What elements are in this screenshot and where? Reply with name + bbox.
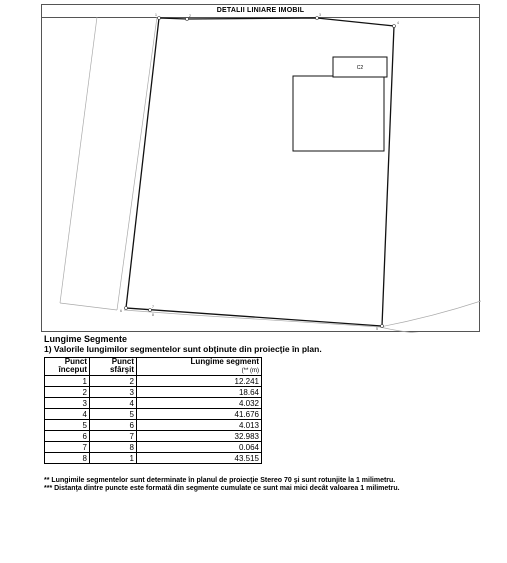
cell-length: 18.64 <box>137 387 262 398</box>
cell-start: 2 <box>45 387 90 398</box>
parcel-plan-drawing <box>42 5 481 333</box>
point-label: 8 <box>152 313 154 317</box>
point-label: 3 <box>319 13 321 17</box>
point-label: 1 <box>155 13 157 17</box>
frame-title: DETALII LINIARE IMOBIL <box>42 5 479 18</box>
cell-end: 6 <box>90 420 137 431</box>
cell-length: 4.013 <box>137 420 262 431</box>
cell-start: 6 <box>45 431 90 442</box>
cell-length: 4.032 <box>137 398 262 409</box>
cell-end: 3 <box>90 387 137 398</box>
cell-end: 2 <box>90 376 137 387</box>
building-c2-label: C2 <box>356 65 364 71</box>
point-label: 7 <box>152 305 154 309</box>
table-header-row <box>45 358 262 376</box>
cell-end: 1 <box>90 453 137 464</box>
table-row <box>45 387 262 398</box>
cell-start: 1 <box>45 376 90 387</box>
plan-frame <box>41 4 480 332</box>
cell-length: 0.064 <box>137 442 262 453</box>
cell-end: 7 <box>90 431 137 442</box>
segments-table <box>44 357 262 464</box>
cell-start: 4 <box>45 409 90 420</box>
header-end-point: Punct sfârşit <box>90 358 137 376</box>
table-row <box>45 398 262 409</box>
footnotes <box>44 477 400 493</box>
cell-length: 43.515 <box>137 453 262 464</box>
cell-end: 8 <box>90 442 137 453</box>
cell-length: 32.983 <box>137 431 262 442</box>
segments-table-body <box>45 376 262 464</box>
cell-start: 7 <box>45 442 90 453</box>
segments-subtitle: 1) Valorile lungimilor segmentelor sunt obţinute din proiecţie în plan. <box>44 344 322 354</box>
table-row <box>45 420 262 431</box>
point-label: 4 <box>397 21 399 25</box>
cell-length: 12.241 <box>137 376 262 387</box>
neighbour-lines <box>124 301 481 333</box>
footnote-rounding: ** Lungimile segmentelor sunt determinate în planul de proiecţie Stereo 70 şi sunt rotunjite la 1 milimetru. <box>44 477 396 484</box>
header-length-unit: (** (m) <box>241 368 259 374</box>
cell-start: 8 <box>45 453 90 464</box>
point-label: 5 <box>376 327 378 331</box>
header-length <box>137 358 262 376</box>
cell-start: 5 <box>45 420 90 431</box>
building-c1 <box>293 76 384 151</box>
header-start-point: Punct început <box>45 358 90 376</box>
cell-end: 5 <box>90 409 137 420</box>
segments-title: Lungime Segmente <box>44 334 128 344</box>
point-label: 2 <box>189 14 191 18</box>
footnote-distance: *** Distanţa dintre puncte este formată din segmente cumulate ce sunt mai mici decât valoarea 1 milimetru. <box>44 485 400 492</box>
table-row <box>45 376 262 387</box>
table-row <box>45 442 262 453</box>
point-label: 6 <box>120 309 122 313</box>
cell-start: 3 <box>45 398 90 409</box>
cell-length: 41.676 <box>137 409 262 420</box>
table-row <box>45 409 262 420</box>
table-row <box>45 431 262 442</box>
cell-end: 4 <box>90 398 137 409</box>
header-length-label: Lungime segment <box>190 357 259 366</box>
table-row <box>45 453 262 464</box>
